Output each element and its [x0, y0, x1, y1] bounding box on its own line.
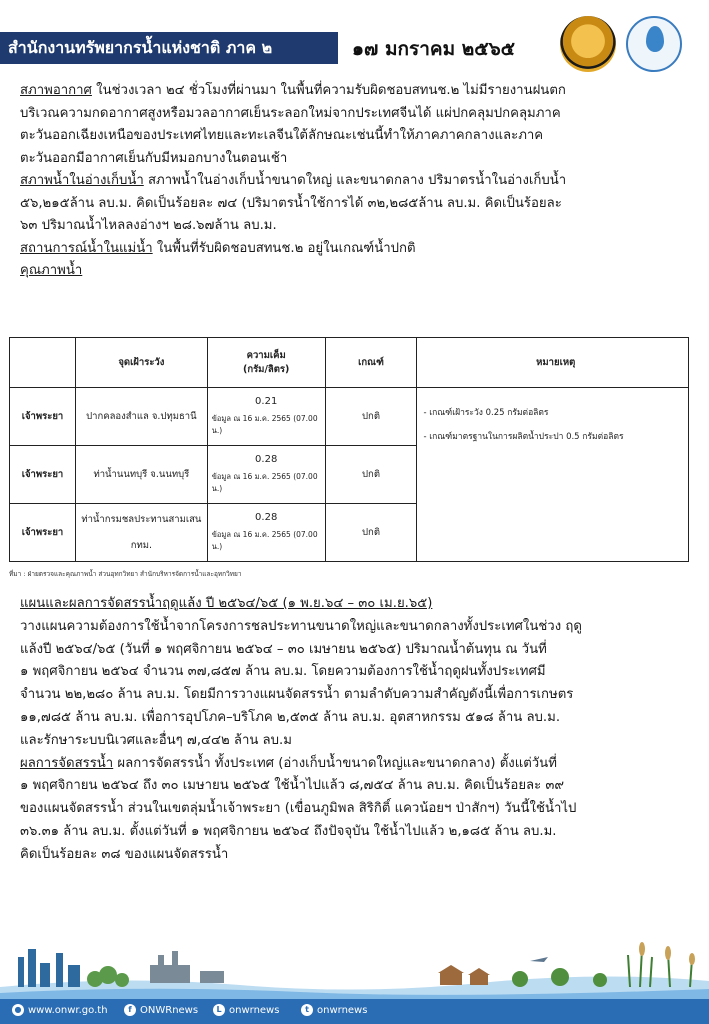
reservoir-heading: สภาพน้ำในอ่างเก็บน้ำ [20, 173, 144, 188]
col-river [10, 338, 76, 388]
remark-watch: - เกณฑ์เฝ้าระวัง 0.25 กรัมต่อลิตร [423, 408, 549, 418]
footer-website[interactable]: ● www.onwr.go.th [12, 1004, 108, 1018]
table-row [10, 388, 689, 446]
line-icon: L [213, 1004, 225, 1016]
col-criteria: เกณฑ์ [325, 338, 417, 388]
report-date: ๑๗ มกราคม ๒๕๖๕ [352, 38, 516, 60]
river-cell: เจ้าพระยา [10, 446, 76, 504]
remark-cell [417, 388, 689, 562]
plan-line3: ๑ พฤศจิกายน ๒๕๖๔ จำนวน ๓๗,๘๕๗ ล้าน ลบ.ม. โดยความต้องการใช้น้ำฤดูฝนทั้งประเทศมี [20, 664, 546, 680]
facebook-icon: f [124, 1004, 136, 1016]
water-drop-icon [646, 26, 664, 52]
footer-facebook[interactable]: f ONWRnews [124, 1004, 198, 1018]
plan-heading: แผนและผลการจัดสรรน้ำฤดูแล้ง ปี ๒๕๖๔/๖๕ (๑ พ.ย.๖๔ – ๓๐ เม.ย.๖๕) [20, 596, 433, 611]
result-line3: ของแผนจัดสรรน้ำ ส่วนในเขตลุ่มน้ำเจ้าพระยา (เขื่อนภูมิพล สิริกิติ์ แควน้อยฯ ป่าสักฯ) วันนี้ใช้น้ำไป [20, 801, 577, 817]
plan-line4: จำนวน ๒๒,๒๘๐ ล้าน ลบ.ม. โดยมีการวางแผนจัดสรรน้ำ ตามลำดับความสำคัญดังนี้เพื่อการเกษตร [20, 687, 574, 703]
water-quality-table [9, 337, 689, 562]
station-cell: ปากคลองสำแล จ.ปทุมธานี [75, 388, 207, 446]
onwr-logo [626, 16, 682, 72]
quality-heading-line [20, 260, 696, 283]
river-line: สถานการณ์น้ำในแม่น้ำ ในพื้นที่รับผิดชอบสทนช.๒ อยู่ในเกณฑ์น้ำปกติ [20, 240, 416, 256]
result-line4: ๓๖.๓๑ ล้าน ลบ.ม. ตั้งแต่วันที่ ๑ พฤศจิกายน ๒๕๖๔ ถึงปัจจุบัน ใช้น้ำไปแล้ว ๒,๑๘๕ ล้าน ลบ.ม. [20, 823, 557, 839]
footer-line[interactable]: L onwrnews [213, 1004, 279, 1018]
reservoir-line1: สภาพน้ำในอ่างเก็บน้ำ สภาพน้ำในอ่างเก็บน้ำขนาดใหญ่ และขนาดกลาง ปริมาตรน้ำในอ่างเก็บน้ำ [20, 173, 567, 188]
status-cell: ปกติ [325, 446, 417, 504]
reservoir-line2: ๕๖,๒๑๕ล้าน ลบ.ม. คิดเป็นร้อยละ ๗๔ (ปริมาตรน้ำใช้การได้ ๓๒,๒๘๕ล้าน ลบ.ม. คิดเป็นร้อยละ [20, 195, 562, 211]
station-cell: ท่าน้ำนนทบุรี จ.นนทบุรี [75, 446, 207, 504]
result-heading: ผลการจัดสรรน้ำ [20, 755, 114, 771]
plan-line1: วางแผนความต้องการใช้น้ำจากโครงการชลประทานขนาดใหญ่และขนาดกลางทั้งประเทศในช่วง ฤดู [20, 618, 582, 634]
table-source-note: ที่มา : ฝ่ายตรวจและคุณภาพน้ำ ส่วนอุทกวิทยา สำนักบริหารจัดการน้ำและอุทกวิทยา [9, 570, 242, 578]
status-cell: ปกติ [325, 388, 417, 446]
salinity-cell: 0.28 ข้อมูล ณ 16 ม.ค. 2565 (07.00 น.) [207, 504, 325, 562]
result-line5: คิดเป็นร้อยละ ๓๘ ของแผนจัดสรรน้ำ [20, 846, 229, 862]
weather-line1: สภาพอากาศ ในช่วงเวลา ๒๔ ชั่วโมงที่ผ่านมา ในพื้นที่ความรับผิดชอบสทนช.๒ ไม่มีรายงานฝนตก [20, 83, 566, 98]
allocation-report [20, 593, 696, 867]
result-line1: ผลการจัดสรรน้ำ ผลการจัดสรรน้ำ ทั้งประเทศ (อ่างเก็บน้ำขนาดใหญ่และขนาดกลาง) ตั้งแต่วันที่ [20, 755, 557, 771]
river-cell: เจ้าพระยา [10, 504, 76, 562]
footer-illustration [0, 935, 709, 999]
weather-line4: ตะวันออกมีอากาศเย็นกับมีหมอกบางในตอนเช้า [20, 150, 288, 166]
salinity-cell: 0.28 ข้อมูล ณ 16 ม.ค. 2565 (07.00 น.) [207, 446, 325, 504]
col-remark: หมายเหตุ [417, 338, 689, 388]
result-line2: ๑ พฤศจิกายน ๒๕๖๔ ถึง ๓๐ เมษายน ๒๕๖๕ ใช้น้ำไปแล้ว ๘,๗๕๔ ล้าน ลบ.ม. คิดเป็นร้อยละ ๓๙ [20, 778, 565, 794]
footer-twitter[interactable]: t onwrnews [301, 1004, 367, 1018]
plan-line2: แล้งปี ๒๕๖๔/๖๕ (วันที่ ๑ พฤศจิกายน ๒๕๖๔ – ๓๐ เมษายน ๒๕๖๕) ปริมาณน้ำต้นทุน ณ วันที่ [20, 641, 547, 657]
twitter-icon: t [301, 1004, 313, 1016]
weather-line3: ตะวันออกเฉียงเหนือของประเทศไทยและทะเลจีนใต้ลักษณะเช่นนี้ทำให้ภาคภาคกลางและภาค [20, 128, 544, 143]
col-salinity: ความเค็ม (กรัม/ลิตร) [207, 338, 325, 388]
weather-line2: บริเวณความกดอากาศสูงหรือมวลอากาศเย็นระลอกใหม่จากประเทศจีนได้ แผ่ปกคลุมปกคลุมภาค [20, 105, 561, 121]
plan-line5: ๑๑,๗๘๕ ล้าน ลบ.ม. เพื่อการอุปโภค–บริโภค ๒,๕๓๕ ล้าน ลบ.ม. อุตสาหกรรม ๕๑๘ ล้าน ลบ.ม. [20, 709, 561, 725]
reservoir-line3: ๖๓ ปริมาณน้ำไหลลงอ่างฯ ๒๘.๖๗ล้าน ลบ.ม. [20, 218, 277, 233]
government-seal-logo [560, 16, 616, 72]
table-header-row [10, 338, 689, 388]
weather-heading: สภาพอากาศ [20, 83, 92, 98]
plan-line6: และรักษาระบบนิเวศและอื่นๆ ๗,๔๔๒ ล้าน ลบ.ม [20, 732, 292, 748]
river-heading: สถานการณ์น้ำในแม่น้ำ [20, 240, 153, 256]
status-cell: ปกติ [325, 504, 417, 562]
situation-report [20, 80, 696, 283]
office-title: สำนักงานทรัพยากรน้ำแห่งชาติ ภาค ๒ [0, 32, 338, 64]
header [0, 0, 709, 78]
col-station: จุดเฝ้าระวัง [75, 338, 207, 388]
plan-heading-line [20, 593, 696, 616]
globe-icon: ● [12, 1004, 24, 1016]
footer-bar [0, 999, 709, 1024]
station-cell: ท่าน้ำกรมชลประทานสามเสน กทม. [75, 504, 207, 562]
remark-standard: - เกณฑ์มาตรฐานในการผลิตน้ำประปา 0.5 กรัมต่อลิตร [423, 432, 624, 442]
quality-heading: คุณภาพน้ำ [20, 263, 83, 278]
river-cell: เจ้าพระยา [10, 388, 76, 446]
salinity-cell: 0.21 ข้อมูล ณ 16 ม.ค. 2565 (07.00 น.) [207, 388, 325, 446]
